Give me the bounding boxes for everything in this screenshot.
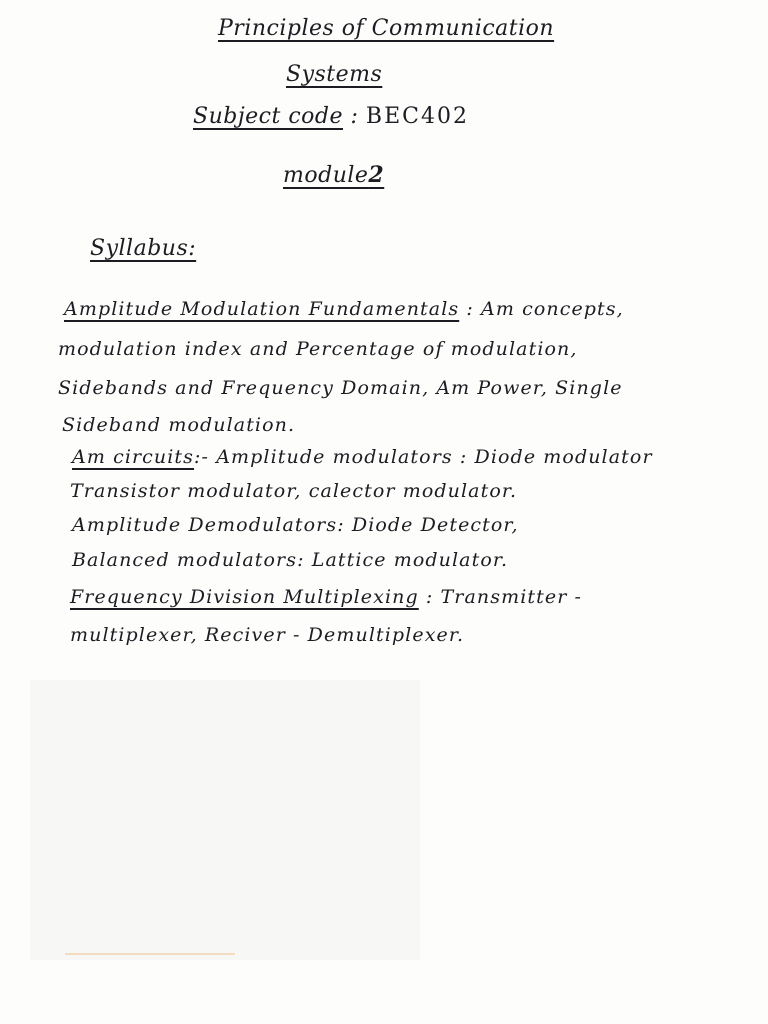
section-1-text-1: : Am concepts, xyxy=(466,298,624,320)
subject-code-label: Subject code xyxy=(193,104,343,129)
section-1-line-2: modulation index and Percentage of modulation, xyxy=(58,338,578,360)
subject-code-value: BEC402 xyxy=(365,104,469,129)
section-2-line-2: Transistor modulator, calector modulator. xyxy=(70,480,518,502)
section-3-line-1 xyxy=(70,586,582,608)
title-line-2: Systems xyxy=(286,62,383,87)
section-1-line-4: Sideband modulation. xyxy=(62,414,296,436)
section-3-text-1: : Transmitter - xyxy=(425,586,583,608)
module-number: 2 xyxy=(368,162,385,188)
title-line-1: Principles of Communication xyxy=(218,16,555,41)
scan-shadow xyxy=(30,680,420,960)
section-2-line-1 xyxy=(72,446,653,468)
section-1-title: Amplitude Modulation Fundamentals xyxy=(64,298,460,320)
syllabus-heading: Syllabus: xyxy=(90,236,197,261)
module-label: module xyxy=(283,163,369,188)
section-2-line-4: Balanced modulators: Lattice modulator. xyxy=(72,549,509,571)
section-2-text-1: :- Amplitude modulators : Diode modulator xyxy=(194,446,653,468)
subject-code-line xyxy=(193,104,469,129)
subject-code-separator: : xyxy=(350,104,359,129)
section-2-title: Am circuits xyxy=(72,446,195,468)
module-heading xyxy=(283,162,384,188)
section-1-line-1 xyxy=(64,298,624,320)
scan-edge-line xyxy=(65,953,235,955)
section-3-title: Frequency Division Multiplexing xyxy=(70,586,419,608)
section-1-line-3: Sidebands and Frequency Domain, Am Power, Single xyxy=(58,377,623,399)
section-3-line-2: multiplexer, Reciver - Demultiplexer. xyxy=(70,624,465,646)
section-2-line-3: Amplitude Demodulators: Diode Detector, xyxy=(72,514,519,536)
